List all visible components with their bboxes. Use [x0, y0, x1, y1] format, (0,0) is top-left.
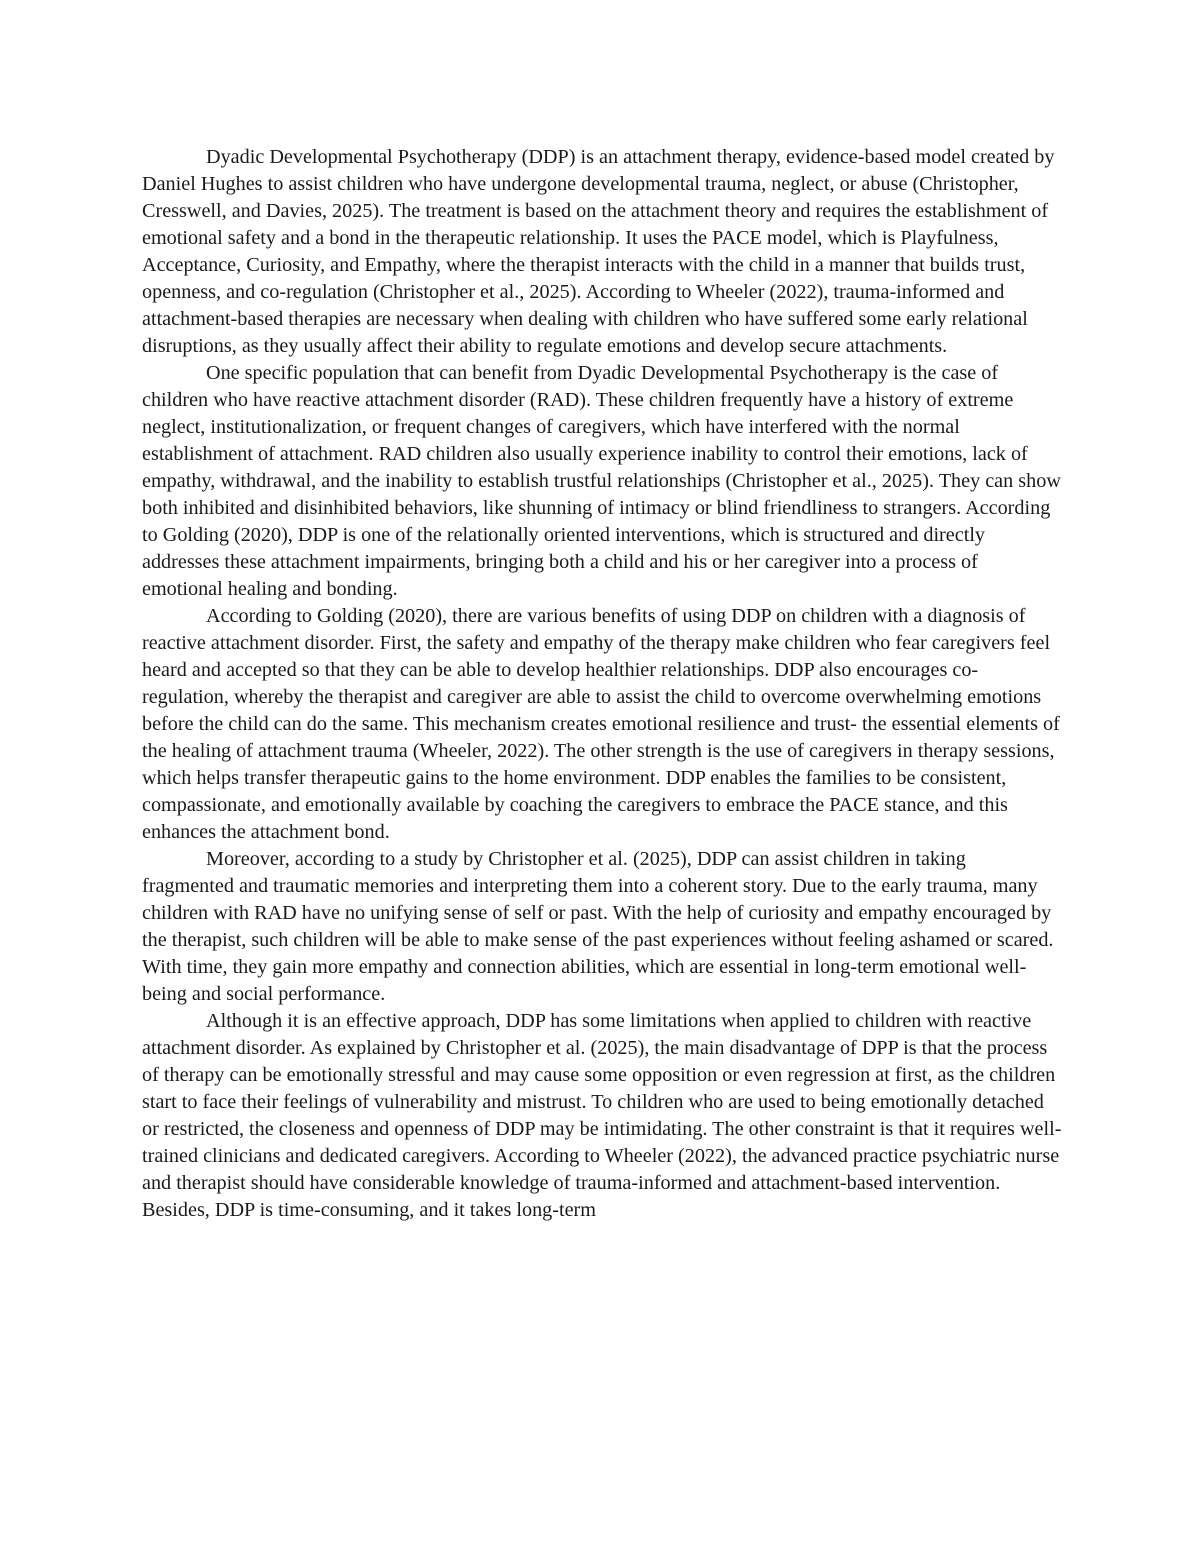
paragraph-ddp-overview: Dyadic Developmental Psychotherapy (DDP) is an attachment therapy, evidence-based model created by Daniel Hughes to assist children who have undergone developmental trauma, neglect, or abuse (Christopher, Cresswell, and Davies, 2025). The treatment is based on the attachment theory and requires the establishment of emotional safety and a bond in the therapeutic relationship. It uses the PACE model, which is Playfulness, Acceptance, Curiosity, and Empathy, where the therapist interacts with the child in a manner that builds trust, openness, and co-regulation (Christopher et al., 2025). According to Wheeler (2022), trauma-informed and attachment-based therapies are necessary when dealing with children who have suffered some early relational disruptions, as they usually affect their ability to regulate emotions and develop secure attachments.: [142, 146, 1055, 357]
paragraph-limitations: Although it is an effective approach, DDP has some limitations when applied to children with reactive attachment disorder. As explained by Christopher et al. (2025), the main disadvantage of DPP is that the process of therapy can be emotionally stressful and may cause some opposition or even regression at first, as the children start to face their feelings of vulnerability and mistrust. To children who are used to being emotionally detached or restricted, the closeness and openness of DDP may be intimidating. The other constraint is that it requires well-trained clinicians and dedicated caregivers. According to Wheeler (2022), the advanced practice psychiatric nurse and therapist should have considerable knowledge of trauma-informed and attachment-based intervention. Besides, DDP is time-consuming, and it takes long-term: [142, 1010, 1062, 1221]
paragraph-rad-population: One specific population that can benefit from Dyadic Developmental Psychotherapy is the case of children who have reactive attachment disorder (RAD). These children frequently have a history of extreme neglect, institutionalization, or frequent changes of caregivers, which have interfered with the normal establishment of attachment. RAD children also usually experience inability to control their emotions, lack of empathy, withdrawal, and the inability to establish trustful relationships (Christopher et al., 2025). They can show both inhibited and disinhibited behaviors, like shunning of intimacy or blind friendliness to strangers. According to Golding (2020), DDP is one of the relationally oriented interventions, which is structured and directly addresses these attachment impairments, bringing both a child and his or her caregiver into a process of emotional healing and bonding.: [142, 362, 1061, 600]
document-body: [142, 144, 1062, 1224]
paragraph-coherent-story: Moreover, according to a study by Christopher et al. (2025), DDP can assist children in taking fragmented and traumatic memories and interpreting them into a coherent story. Due to the early trauma, many children with RAD have no unifying sense of self or past. With the help of curiosity and empathy encouraged by the therapist, such children will be able to make sense of the past experiences without feeling ashamed or scared. With time, they gain more empathy and connection abilities, which are essential in long-term emotional well-being and social performance.: [142, 848, 1054, 1005]
paragraph-benefits: According to Golding (2020), there are various benefits of using DDP on children with a diagnosis of reactive attachment disorder. First, the safety and empathy of the therapy make children who fear caregivers feel heard and accepted so that they can be able to develop healthier relationships. DDP also encourages co-regulation, whereby the therapist and caregiver are able to assist the child to overcome overwhelming emotions before the child can do the same. This mechanism creates emotional resilience and trust- the essential elements of the healing of attachment trauma (Wheeler, 2022). The other strength is the use of caregivers in therapy sessions, which helps transfer therapeutic gains to the home environment. DDP enables the families to be consistent, compassionate, and emotionally available by coaching the caregivers to embrace the PACE stance, and this enhances the attachment bond.: [142, 605, 1060, 843]
